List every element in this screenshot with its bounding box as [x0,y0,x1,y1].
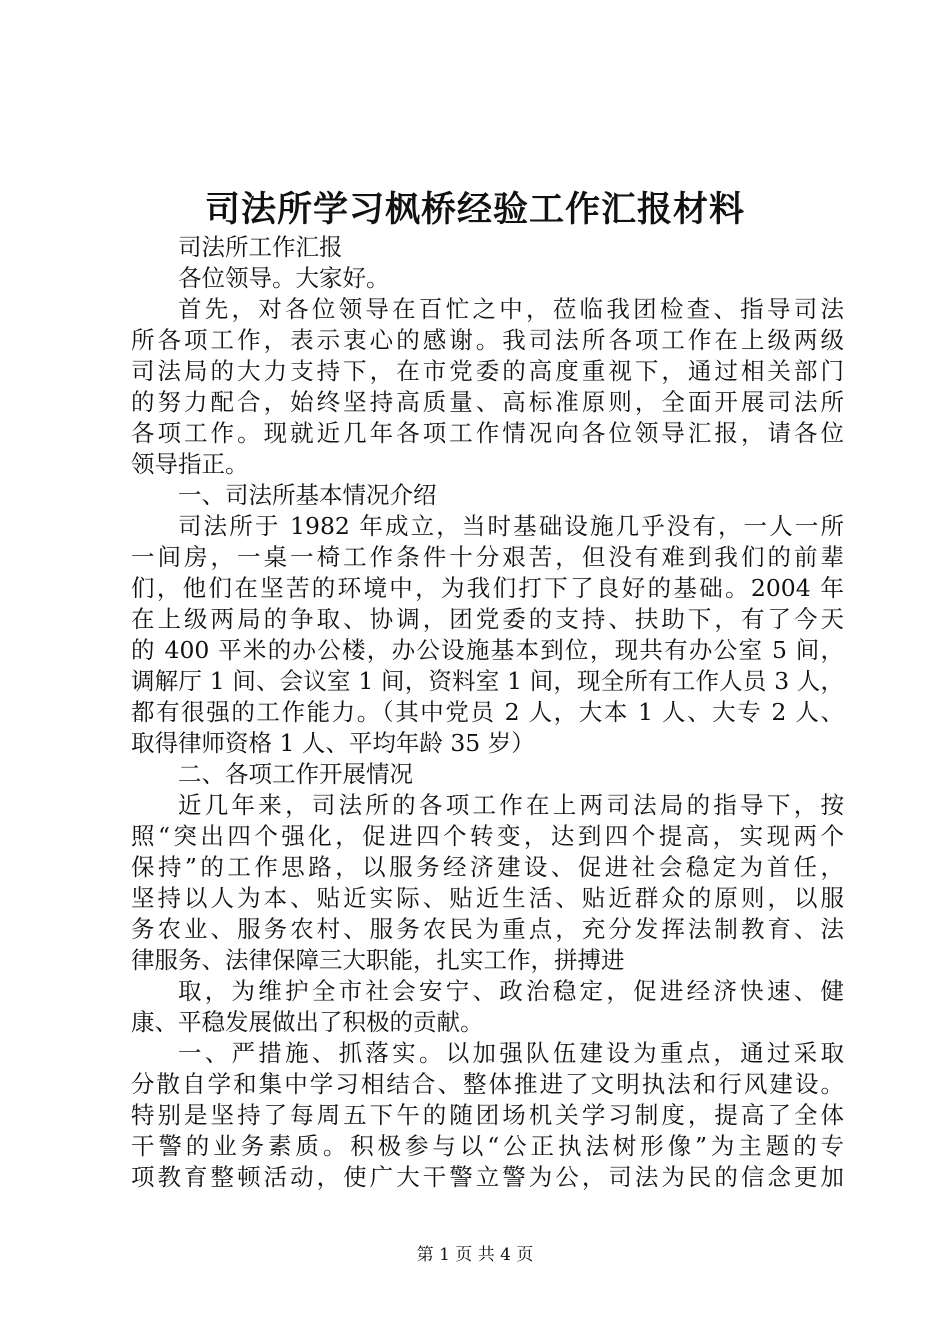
paragraph-line: 二、各项工作开展情况 [178,760,413,788]
paragraph-line: 保持”的工作思路，以服务经济建设、促进社会稳定为首任， [131,853,844,881]
paragraph-line: 在上级两局的争取、协调，团党委的支持、扶助下，有了今天 [131,605,844,633]
paragraph-line: 务农业、服务农村、服务农民为重点，充分发挥法制教育、法 [131,915,844,943]
paragraph-line: 照“突出四个强化，促进四个转变，达到四个提高，实现两个 [131,822,844,850]
paragraph-line: 司法局的大力支持下，在市党委的高度重视下，通过相关部门 [131,357,844,385]
paragraph-line: 各位领导。大家好。 [178,264,390,292]
paragraph-line: 领导指正。 [131,450,249,478]
paragraph-line: 律服务、法律保障三大职能，扎实工作，拼搏进 [131,946,625,974]
paragraph-line: 干警的业务素质。积极参与以“公正执法树形像”为主题的专 [131,1132,844,1160]
paragraph-line: 首先，对各位领导在百忙之中，莅临我团检查、指导司法 [178,295,844,323]
paragraph-line: 所各项工作，表示衷心的感谢。我司法所各项工作在上级两级 [131,326,844,354]
paragraph-line: 都有很强的工作能力。（其中党员 2 人，大本 1 人、大专 2 人、 [131,698,844,726]
paragraph-line: 的努力配合，始终坚持高质量、高标准原则，全面开展司法所 [131,388,844,416]
paragraph-line: 近几年来，司法所的各项工作在上两司法局的指导下，按 [178,791,844,819]
paragraph-line: 一、严措施、抓落实。以加强队伍建设为重点，通过采取 [178,1039,844,1067]
paragraph-line: 司法所工作汇报 [178,233,343,261]
paragraph-line: 们，他们在坚苦的环境中，为我们打下了良好的基础。2004 年 [131,574,844,602]
page-footer: 第 1 页 共 4 页 [416,1245,534,1265]
paragraph-line: 一、司法所基本情况介绍 [178,481,437,509]
document-title: 司法所学习枫桥经验工作汇报材料 [204,189,745,230]
paragraph-line: 调解厅 1 间、会议室 1 间，资料室 1 间，现全所有工作人员 3 人， [131,667,844,695]
paragraph-line: 的 400 平米的办公楼，办公设施基本到位，现共有办公室 5 间， [131,636,844,664]
paragraph-line: 一间房，一桌一椅工作条件十分艰苦，但没有难到我们的前辈 [131,543,844,571]
paragraph-line: 康、平稳发展做出了积极的贡献。 [131,1008,484,1036]
document-body [131,232,851,1193]
paragraph-line: 司法所于 1982 年成立，当时基础设施几乎没有，一人一所 [178,512,844,540]
paragraph-line: 取，为维护全市社会安宁、政治稳定，促进经济快速、健 [178,977,844,1005]
paragraph-line: 分散自学和集中学习相结合、整体推进了文明执法和行风建设。 [131,1070,844,1098]
paragraph-line: 特别是坚持了每周五下午的随团场机关学习制度，提高了全体 [131,1101,844,1129]
paragraph-line: 坚持以人为本、贴近实际、贴近生活、贴近群众的原则，以服 [131,884,844,912]
paragraph-line: 各项工作。现就近几年各项工作情况向各位领导汇报，请各位 [131,419,844,447]
paragraph-line: 项教育整顿活动，使广大干警立警为公，司法为民的信念更加 [131,1163,844,1191]
paragraph-line: 取得律师资格 1 人、平均年龄 35 岁） [131,729,535,757]
